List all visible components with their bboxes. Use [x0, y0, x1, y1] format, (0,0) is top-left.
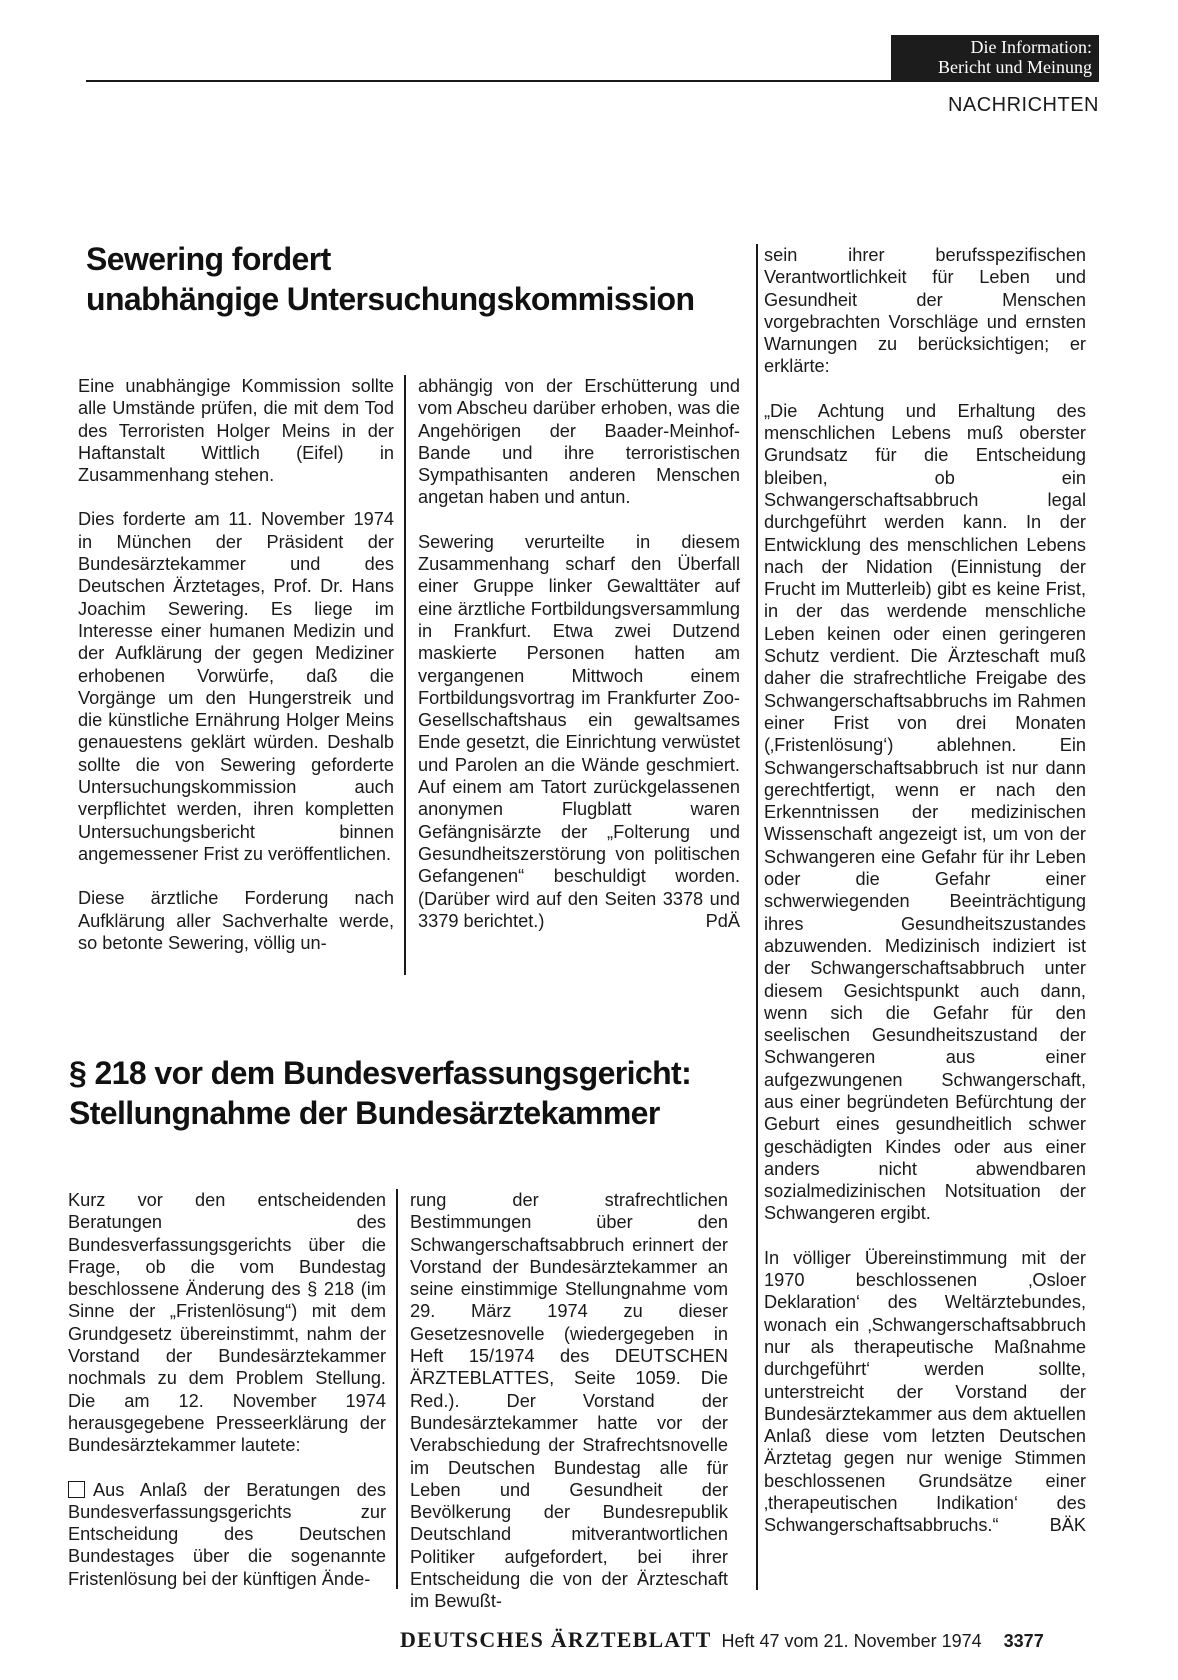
article2-title	[69, 1053, 749, 1133]
article2-column-1	[68, 1189, 386, 1590]
article2-title-line2: Stellungnahme der Bundesärztekammer	[69, 1095, 660, 1131]
checkbox-square-icon	[68, 1481, 85, 1498]
paragraph: sein ihrer berufsspezifischen Verantwortlichkeit für Leben und Gesundheit der Menschen vorgebrachten Vorschläge und ernsten Warnungen zu berücksichtigen; er erklärte:	[764, 245, 1086, 377]
author-signature: PdÄ	[705, 910, 740, 931]
issue-info: Heft 47 vom 21. November 1974	[721, 1631, 982, 1651]
column-rule	[756, 244, 758, 1590]
column-rule	[404, 375, 406, 975]
paragraph: Eine unabhängige Kommission sollte alle Umstände prüfen, die mit dem Tod des Terroristen Holger Meins in der Haftanstalt Wittlich (Eifel) in Zusammenhang stehen.	[78, 376, 394, 486]
rubric-box	[891, 35, 1099, 80]
section-label: NACHRICHTEN	[947, 94, 1099, 116]
paragraph: rung der strafrechtlichen Bestimmungen über den Schwangerschaftsabbruch erinnert der Vorstand der Bundesärztekammer an seine einstimmige Stellungnahme vom 29. März 1974 zu dieser Gesetzesnovelle (wiedergegeben in Heft 15/1974 des DEUTSCHEN ÄRZTEBLATTES, Seite 1059. Die Red.). Der Vorstand der Bundesärztekammer hatte vor der Verabschiedung der Strafrechtsnovelle im Deutschen Bundestag alle für Leben und Gesundheit der Bevölkerung der Bundesrepublik Deutschland mitverantwortlichen Politiker aufgefordert, bei ihrer Entscheidung die von der Ärzteschaft im Bewußt-	[410, 1190, 728, 1612]
article1-title-line2: unabhängige Untersuchungskommission	[86, 281, 695, 317]
paragraph	[764, 1247, 1086, 1537]
page-footer	[400, 1627, 1080, 1653]
paragraph: abhängig von der Erschütterung und vom Abscheu darüber erhoben, was die Angehörigen der Baader-Meinhof-Bande und ihre terroristischen Sympathisanten anderen Menschen angetan haben und antun.	[418, 376, 740, 508]
column-rule	[396, 1189, 398, 1589]
article2-title-line1: § 218 vor dem Bundesverfassungsgericht:	[69, 1055, 692, 1091]
rubric-line-2: Bericht und Meinung	[938, 57, 1092, 77]
rubric-line-1: Die Information:	[970, 37, 1092, 57]
paragraph-text: In völliger Übereinstimmung mit der 1970 beschlossenen ‚Osloer Deklaration‘ des Weltärztebundes, wonach ein ‚Schwangerschaftsabbruch nur als therapeutische Maßnahme durchgeführt‘ werden sollte, unterstreicht der Vorstand der Bundesärztekammer aus dem aktuellen Anlaß diese vom letzten Deutschen Ärztetag gegen nur wenige Stimmen beschlossenen Grundsätze einer ‚therapeutischen Indikation‘ des Schwangerschaftsabbruchs.“	[764, 1247, 1086, 1536]
article2-column-3	[764, 244, 1086, 1537]
author-signature: BÄK	[1049, 1515, 1086, 1536]
paragraph-text: Aus Anlaß der Beratungen des Bundesverfassungsgerichts zur Entscheidung des Deutschen Bundestages über die sogenannte Fristenlösung bei der künftigen Ände-	[68, 1479, 386, 1589]
paragraph: Dies forderte am 11. November 1974 in München der Präsident der Bundesärztekammer und des Deutschen Ärztetages, Prof. Dr. Hans Joachim Sewering. Es liege im Interesse einer humanen Medizin und der Aufklärung der gegen Mediziner erhobenen Vorwürfe, daß die Vorgänge um den Hungerstreik und die künstliche Ernährung Holger Meins genauestens geklärt würden. Deshalb sollte die von Sewering geforderte Untersuchungskommission auch verpflichtet werden, ihren kompletten Untersuchungsbericht binnen angemessener Frist zu veröffentlichen.	[78, 509, 394, 864]
paragraph: „Die Achtung und Erhaltung des menschlichen Lebens muß oberster Grundsatz für die Entscheidung bleiben, ob ein Schwangerschaftsabbruch legal durchgeführt werden kann. In der Entwicklung des menschlichen Lebens nach der Nidation (Einnistung der Frucht im Mutterleib) gibt es keine Frist, in der das werdende menschliche Leben keinen oder einen geringeren Schutz verdient. Die Ärzteschaft muß daher die strafrechtliche Freigabe des Schwangerschaftsabbruchs im Rahmen einer Frist von drei Monaten (‚Fristenlösung‘) ablehnen. Ein Schwangerschaftsabbruch ist nur dann gerechtfertigt, wenn er nach den Erkenntnissen der medizinischen Wissenschaft angezeigt ist, um von der Schwangeren eine Gefahr für ihr Leben oder die Gefahr einer schwerwiegenden Beeinträchtigung ihres Gesundheitszustandes abzuwenden. Medizinisch indiziert ist der Schwangerschaftsabbruch unter diesem Gesichtspunkt auch dann, wenn sich die Gefahr für den seelischen Gesundheitszustand der Schwangeren aus einer aufgezwungenen Schwangerschaft, aus einer begründeten Befürchtung der Geburt eines gesundheitlich schwer geschädigten Kindes oder aus einer anders nicht abwendbaren sozialmedizinischen Notsituation der Schwangeren ergibt.	[764, 400, 1086, 1224]
journal-name: DEUTSCHES ÄRZTEBLATT	[400, 1627, 712, 1652]
paragraph	[68, 1479, 386, 1590]
paragraph: Diese ärztliche Forderung nach Aufklärung aller Sachverhalte werde, so betonte Sewering, völlig un-	[78, 888, 394, 953]
article1-title-line1: Sewering fordert	[86, 241, 331, 277]
paragraph	[418, 531, 740, 932]
article2-column-2	[410, 1189, 728, 1613]
article1-column-1	[78, 375, 394, 954]
paragraph-text: Sewering verurteilte in diesem Zusammenhang scharf den Überfall einer Gruppe linker Gewalttäter auf eine ärztliche Fortbildungsversammlung in Frankfurt. Etwa zwei Dutzend maskierte Personen hatten am vergangenen Mittwoch einem Fortbildungsvortrag im Frankfurter Zoo-Gesellschaftshaus ein gewaltsames Ende gesetzt, die Einrichtung verwüstet und Parolen an die Wände geschmiert. Auf einem am Tatort zurückgelassenen anonymen Flugblatt waren Gefängnisärzte der „Folterung und Gesundheitszerstörung von politischen Gefangenen“ beschuldigt worden. (Darüber wird auf den Seiten 3378 und 3379 berichtet.)	[418, 531, 740, 931]
article1-column-2	[418, 375, 740, 932]
article1-title	[86, 239, 726, 319]
header-rule	[86, 80, 1099, 82]
paragraph: Kurz vor den entscheidenden Beratungen des Bundesverfassungsgerichts über die Frage, ob die vom Bundestag beschlossene Änderung des § 218 (im Sinne der „Fristenlösung“) mit dem Grundgesetz übereinstimmt, nahm der Vorstand der Bundesärztekammer nochmals zu dem Problem Stellung. Die am 12. November 1974 herausgegebene Presseerklärung der Bundesärztekammer lautete:	[68, 1190, 386, 1456]
page-number: 3377	[1003, 1631, 1044, 1651]
